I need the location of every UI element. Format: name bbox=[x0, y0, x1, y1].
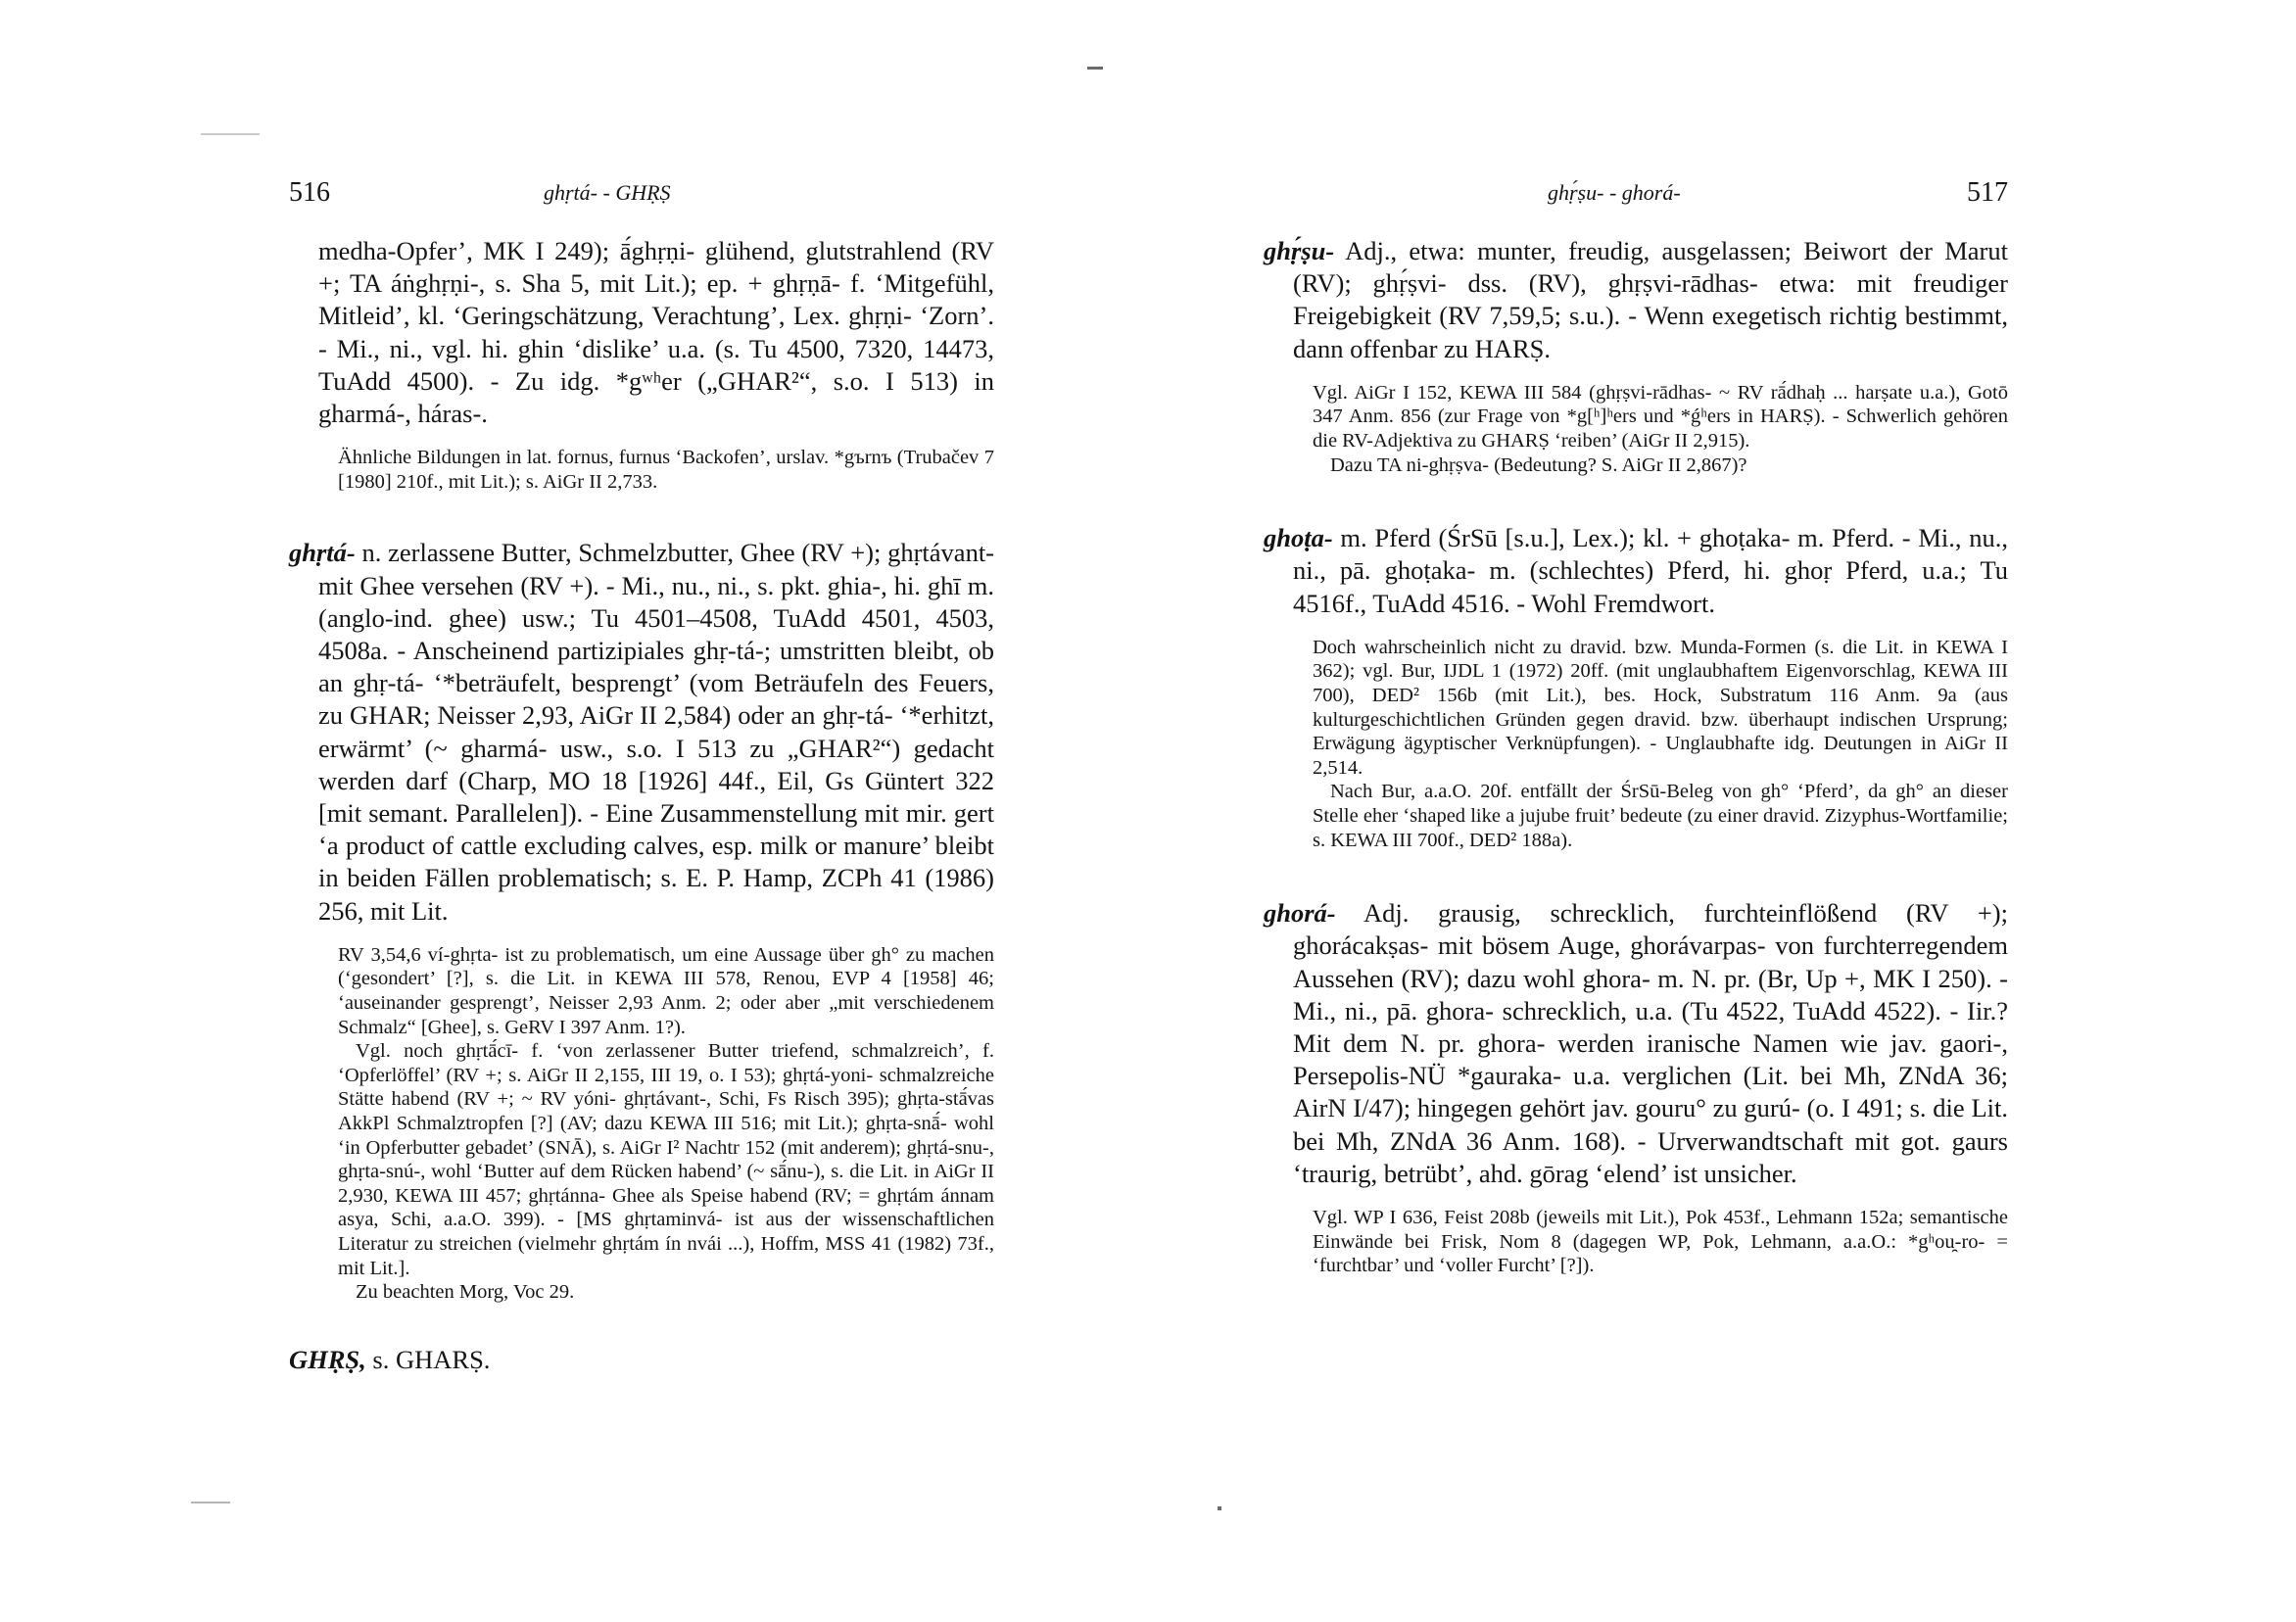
headword: GHṚṢ, bbox=[289, 1344, 366, 1374]
dictionary-entry bbox=[1264, 522, 2008, 852]
entry-note: Zu beachten Morg, Voc 29. bbox=[356, 1281, 575, 1304]
running-head: ghṛ́ṣu- - ghorá- bbox=[1548, 180, 1681, 205]
running-head: ghṛtá- - GHṚṢ bbox=[544, 180, 671, 205]
dictionary-entry bbox=[289, 1344, 994, 1376]
dictionary-entry bbox=[1264, 897, 2008, 1278]
dictionary-entry bbox=[289, 537, 994, 1304]
entry-text bbox=[1264, 522, 2008, 620]
dictionary-entry bbox=[1264, 235, 2008, 477]
scan-mark bbox=[1218, 1506, 1221, 1510]
page-body bbox=[1264, 235, 2008, 1278]
headword: ghoṭa- bbox=[1264, 523, 1333, 553]
headword: ghorá- bbox=[1264, 898, 1336, 929]
entry-note: RV 3,54,6 ví-ghṛta- ist zu problematisch, um eine Aussage über gh° zu machen (‘gesondert’ [?], s. die Lit. in KEWA III 578, Renou, EVP 4 [1958] 46; ‘auseinander gesprengt’, Neisser 2,93 Anm. 2; oder aber „mit verschiedenem Schmalz“ [Ghee], s. GeRV I 397 Anm. 1?). bbox=[338, 943, 994, 1038]
entry-note: Ähnliche Bildungen in lat. fornus, furnus ‘Backofen’, urslav. *gъrnъ (Trubačev 7 [1980] 210f., mit Lit.); s. AiGr II 2,733. bbox=[338, 447, 994, 493]
entry-body: Adj., etwa: munter, freudig, ausgelassen; Beiwort der Marut (RV); ghṛ́ṣvi- dss. (RV), ghṛṣvi-rādhas- etwa: mit freudiger Freigebigkeit (RV 7,59,5; s.u.). - Wenn exegetisch richtig bestimmt, dann offenbar zu HARṢ. bbox=[1293, 236, 2008, 363]
entry-body: s. GHARṢ. bbox=[372, 1344, 491, 1374]
page-header bbox=[289, 177, 994, 216]
entry-text bbox=[1264, 235, 2008, 365]
headword: ghṛ́ṣu- bbox=[1264, 236, 1335, 265]
entry-text bbox=[1264, 897, 2008, 1190]
entry-note: Vgl. AiGr I 152, KEWA III 584 (ghṛṣvi-rādhas- ~ RV rā́dhaḥ ... harṣate u.a.), Gotō 347 Anm. 856 (zur Frage von *g[ʰ]ʰers und *ǵʰers in HARṢ). - Schwerlich gehören die RV-Adjektiva zu GHARṢ ‘reiben’ (AiGr II 2,915). bbox=[1313, 381, 2008, 452]
entry-note: Vgl. noch ghṛtā́cī- f. ‘von zerlassener Butter triefend, schmalzreich’, f. ‘Opferlöffel’ (RV +; s. AiGr II 2,155, III 19, o. I 53); ghṛtá-yoni- schmalzreiche Stätte habend (RV +; ~ RV yóni- ghṛtávant-, Schi, Fs Risch 395); ghṛta-stā́vas AkkPl Schmalztropfen [?] (AV; dazu KEWA III 516; mit Lit.); ghṛta-snā́- wohl ‘in Opferbutter gebadet’ (SNĀ), s. AiGr I² Nachtr 152 (mit anderem); ghṛtá-snu-, ghṛta-snú-, wohl ‘Butter auf dem Rücken habend’ (~ sā́nu-), s. die Lit. in AiGr II 2,930, KEWA III 457; ghṛtánna- Ghee als Speise habend (RV; = ghṛtám ánnam asya, Schi, a.a.O. 399). - [MS ghṛtaminvá- ist aus der wissenschaftlichen Literatur zu streichen (vielmehr ghṛtám ín nvái ...), Hoffm, MSS 41 (1982) 73f., mit Lit.]. bbox=[338, 1040, 994, 1279]
entry-text bbox=[289, 1344, 994, 1376]
entry-note: Dazu TA ni-ghṛṣva- (Bedeutung? S. AiGr II 2,867)? bbox=[1330, 453, 1747, 476]
entry-text: medha-Opfer’, MK I 249); ā́ghṛṇi- glühend, glutstrahlend (RV +; TA áṅghṛṇi-, s. Sha 5, mit Lit.); ep. + ghṛṇā- f. ‘Mitgefühl, Mitleid’, kl. ‘Geringschätzung, Verachtung’, Lex. ghṛṇi- ‘Zorn’. - Mi., ni., vgl. hi. ghin ‘dislike’ u.a. (s. Tu 4500, 7320, 14473, TuAdd 4500). - Zu idg. *gʷʰer („GHAR²“, s.o. I 513) in gharmá-, háras-. bbox=[318, 236, 994, 429]
page-number: 516 bbox=[289, 177, 330, 208]
dictionary-entry bbox=[289, 235, 994, 494]
entry-note: Vgl. WP I 636, Feist 208b (jeweils mit Lit.), Pok 453f., Lehmann 152a; semantische Einwände bei Frisk, Nom 8 (dagegen WP, Pok, Lehmann, a.a.O.: *gʰou̯-ro- = ‘furchtbar’ und ‘voller Furcht’ [?]). bbox=[1313, 1206, 2008, 1277]
headword: ghṛtá- bbox=[289, 538, 356, 568]
entry-note: Nach Bur, a.a.O. 20f. entfällt der ŚrSū-Beleg von gh° ‘Pferd’, da gh° an dieser Stelle eher ‘shaped like a jujube fruit’ bedeute (zu einer dravid. Zizyphus-Wortfamilie; s. KEWA III 700f., DED² 188a). bbox=[1313, 781, 2008, 851]
entry-body: Adj. grausig, schrecklich, furchteinflößend (RV +); ghorácakṣas- mit bösem Auge, ghorávarpas- von furchterregendem Aussehen (RV); dazu wohl ghora- m. N. pr. (Br, Up +, MK I 250). - Mi., ni., pā. ghora- schrecklich, u.a. (Tu 4522, TuAdd 4522). - Iir.? Mit dem N. pr. ghora- werden iranische Namen wie jav. gaori-, Persepolis-NÜ *gauraka- u.a. verglichen (Lit. bei Mh, ZNdA 36; AirN I/47); hingegen gehört jav. gouru° zu gurú- (o. I 491; s. die Lit. bei Mh, ZNdA 36 Anm. 168). - Urverwandtschaft mit got. gaurs ‘traurig, betrübt’, ahd. gōrag ‘elend’ ist unsicher. bbox=[1293, 898, 2008, 1188]
page-header bbox=[1264, 177, 2008, 216]
scan-mark bbox=[191, 1502, 230, 1503]
scan-mark bbox=[1087, 67, 1103, 70]
entry-text bbox=[289, 537, 994, 927]
page-body bbox=[289, 235, 994, 1376]
entry-body: m. Pferd (ŚrSū [s.u.], Lex.); kl. + ghoṭaka- m. Pferd. - Mi., nu., ni., pā. ghoṭaka- m. (schlechtes) Pferd, hi. ghoṛ Pferd, u.a.; Tu 4516f., TuAdd 4516. - Wohl Fremdwort. bbox=[1293, 523, 2008, 618]
entry-note: Doch wahrscheinlich nicht zu dravid. bzw. Munda-Formen (s. die Lit. in KEWA I 362); vgl. Bur, IJDL 1 (1972) 20ff. (mit unglaubhaftem Eigenvorschlag, KEWA III 700), DED² 156b (mit Lit.), bes. Hock, Substratum 116 Anm. 9a (aus kulturgeschichtlichen Gründen gegen dravid. bzw. überhaupt indischen Ursprung; Erwägung ägyptischer Verknüpfungen). - Unglaubhafte idg. Deutungen in AiGr II 2,514. bbox=[1313, 636, 2008, 779]
scan-mark bbox=[201, 133, 260, 135]
page-number: 517 bbox=[1967, 177, 2008, 208]
entry-body: n. zerlassene Butter, Schmelzbutter, Ghee (RV +); ghṛtávant- mit Ghee versehen (RV +). - Mi., nu., ni., s. pkt. ghia-, hi. ghī m. (anglo-ind. ghee) usw.; Tu 4501–4508, TuAdd 4501, 4503, 4508a. - Anscheinend partizipiales ghṛ-tá-; umstritten bleibt, ob an ghṛ-tá- ‘*beträufelt, besprengt’ (vom Beträufeln des Feuers, zu GHAR; Neisser 2,93, AiGr II 2,584) oder an ghṛ-tá- ‘*erhitzt, erwärmt’ (~ gharmá- usw., s.o. I 513 zu „GHAR²“) gedacht werden darf (Charp, MO 18 [1926] 44f., Eil, Gs Güntert 322 [mit semant. Parallelen]). - Eine Zusammenstellung mit mir. gert ‘a product of cattle excluding calves, esp. milk or manure’ bleibt in beiden Fällen problematisch; s. E. P. Hamp, ZCPh 41 (1986) 256, mit Lit. bbox=[318, 538, 994, 926]
